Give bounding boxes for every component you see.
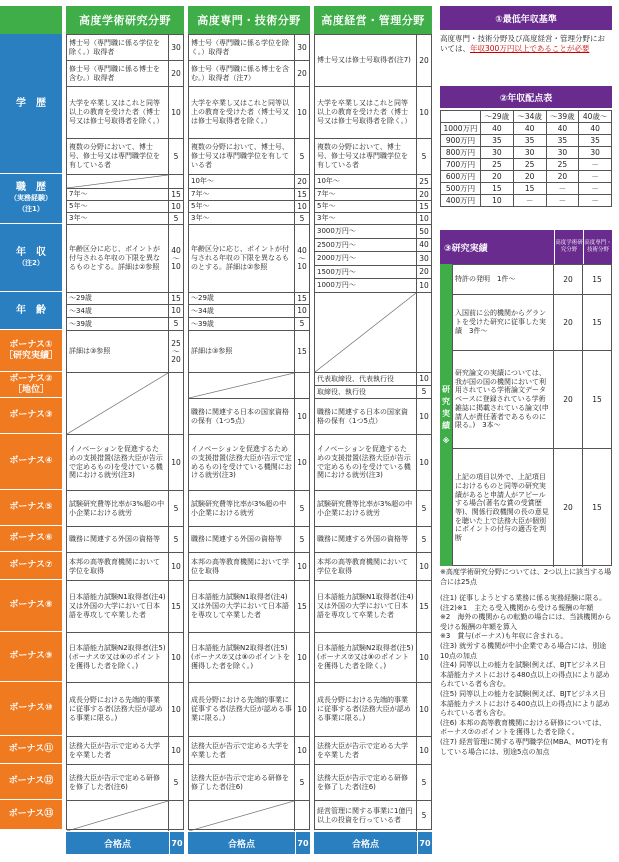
table-row: イノベーションを促進するための支援措置(法務大臣が告示で定めるもの)を受けている機関における就労(注3) 10 <box>67 435 183 491</box>
table-row: 職務に関連する外国の資格等 5 <box>67 527 183 553</box>
table-header-row: ～29歳 ～34歳 ～39歳 40歳～ <box>441 111 612 123</box>
research-col-academic: 高度学術研究分野 <box>554 230 583 264</box>
table-row: 7年～ 15 <box>189 189 309 201</box>
research-side-label: 研究実績 ※ <box>440 264 452 566</box>
table-row: 日本語能力試験N1取得者(注4)又は外国の大学において日本語を専攻して卒業した者 15 <box>67 581 183 633</box>
table-row-empty <box>189 373 309 399</box>
table-row: 経営管理に関する事業に1億円以上の投資を行っている者 5 <box>315 801 431 831</box>
notes-block <box>440 594 612 856</box>
table-row: 3年～ 5 <box>67 213 183 225</box>
research-table <box>452 264 612 566</box>
category-bonus9: ボーナス⑨ <box>0 632 62 682</box>
category-work-experience: 職 歴 （実務経験） （注1） <box>0 174 62 224</box>
table-row: 博士号又は修士号取得者(注7) 20 <box>315 35 431 87</box>
note-item: (注2)※1 主たる受入機関から受ける報酬の年額 <box>440 603 594 612</box>
table-row: 博士号（専門職に係る学位を除く。）取得者 30 <box>189 35 309 61</box>
table-row: 400万円 10 － － － <box>441 195 612 207</box>
table-row: 日本語能力試験N1取得者(注4)又は外国の大学において日本語を専攻して卒業した者 15 <box>189 581 309 633</box>
table-row-empty <box>67 801 183 831</box>
table-row: 2500万円～ 40 <box>315 239 431 252</box>
research-col-specialized: 高度専門・技術分野 <box>583 230 612 264</box>
table-row: 1500万円～ 20 <box>315 266 431 279</box>
table-row: 修士号（専門職に係る博士を含む。）取得者（注7） 20 <box>189 61 309 87</box>
note-item: (注3) 就労する機関が中小企業である場合には、別途10点の加点 <box>440 641 607 660</box>
table-row: ～29歳 15 <box>67 293 183 305</box>
table-row: 特許の発明 1件～ 20 15 <box>453 265 611 295</box>
note-item: (注4) 同等以上の能力を試験(例えば、BJTビジネス日本語能力テストにおける480点以上の得点)により認められている者も含む。 <box>440 661 610 689</box>
panel-research-header <box>440 230 612 264</box>
table-row: 本邦の高等教育機関において学位を取得 10 <box>189 553 309 581</box>
category-bonus12: ボーナス⑫ <box>0 764 62 800</box>
note-item: (注1) 従事しようとする業務に係る実務経験に限る。 <box>440 594 607 602</box>
panel-minimum-income-title: ①最低年収基準 <box>440 6 612 30</box>
table-row: 3年～ 5 <box>189 213 309 225</box>
category-bonus10: ボーナス⑩ <box>0 682 62 736</box>
table-row: 複数の分野において、博士号、修士号又は専門職学位を有している者 5 <box>189 139 309 175</box>
table-row: 年齢区分に応じ、ポイントが付与される年収の下限を異なるものとする。詳細は②参照 40 〜 10 <box>189 225 309 293</box>
table-row: 3000万円～ 50 <box>315 225 431 239</box>
table-row: 代表取締役、代表執行役 10 <box>315 373 431 386</box>
table-row: 上記の項目以外で、上記項目におけるものと同等の研究実績があると申請人がアピールする場合(著名な賞の受賞歴等)、関係行政機関の長の意見を聴いた上で法務大臣が個別にポイントの付与の適否を判断 20 15 <box>453 449 611 567</box>
table-row: 500万円 15 15 － － <box>441 183 612 195</box>
table-row: 博士号（専門職に係る学位を除く。）取得者 30 <box>67 35 183 61</box>
category-bonus13: ボーナス⑬ <box>0 800 62 830</box>
table-row: 日本語能力試験N2取得者(注5)(ボーナス⑦又は⑧のポイントを獲得した者を除く。) 10 <box>189 633 309 683</box>
table-row: ～39歳 5 <box>189 318 309 331</box>
table-row: 本邦の高等教育機関において学位を取得 10 <box>67 553 183 581</box>
table-row: 研究論文の実績については、我が国の国の機関において利用されている学術論文データベースに登録されている学術雑誌に掲載されている論文(申請人が責任著者であるものに限る。) 3本～ 20 15 <box>453 351 611 449</box>
table-row: 大学を卒業し又はこれと同等以上の教育を受けた者（博士号又は修士号取得者を除く。） 10 <box>189 87 309 139</box>
table-row: 大学を卒業し又はこれと同等以上の教育を受けた者（博士号又は修士号取得者を除く。） 10 <box>67 87 183 139</box>
table-row: 5年～ 10 <box>189 201 309 213</box>
table-row: 600万円 20 20 20 － <box>441 171 612 183</box>
category-education: 学 歴 <box>0 34 62 174</box>
table-row: 1000万円～ 10 <box>315 279 431 293</box>
table-row: 法務大臣が告示で定める大学を卒業した者 10 <box>315 737 431 765</box>
table-row: 試験研究費等比率が3%超の中小企業における就労 5 <box>67 491 183 527</box>
table-row: ～34歳 10 <box>189 305 309 318</box>
table-row: 法務大臣が告示で定める研修を修了した者(注6) 5 <box>189 765 309 801</box>
table-row: 修士号（専門職に係る博士を含む。）取得者 20 <box>67 61 183 87</box>
table-row: 法務大臣が告示で定める研修を修了した者(注6) 5 <box>315 765 431 801</box>
category-bonus2: ボーナス② ［地位］ <box>0 372 62 398</box>
table-row: ～39歳 5 <box>67 318 183 331</box>
table-row: 7年～ 15 <box>67 189 183 201</box>
total-bar-management: 合格点 70 <box>314 832 432 854</box>
note-item: (注5) 同等以上の能力を試験(例えば、BJTビジネス日本語能力テストにおける400点以上の得点)により認められている者も含む。 <box>440 689 610 718</box>
total-bar-academic: 合格点 70 <box>66 832 184 854</box>
category-bonus5: ボーナス⑤ <box>0 490 62 526</box>
research-footnote: ※高度学術研究分野については、2つ以上に該当する場合には25点 <box>440 568 612 586</box>
table-row: 700万円 25 25 25 － <box>441 159 612 171</box>
income-score-table <box>440 110 612 207</box>
table-row: 7年～ 20 <box>315 189 431 201</box>
header-left-block <box>0 6 62 34</box>
panel-research-title: ③研究実績 <box>444 243 488 254</box>
table-row: 複数の分野において、博士号、修士号又は専門職学位を有している者 5 <box>67 139 183 175</box>
column-academic-research <box>66 34 184 830</box>
category-bonus1: ボーナス① ［研究実績］ <box>0 330 62 372</box>
table-row: 詳細は③参照 15 <box>189 331 309 373</box>
category-annual-income: 年 収 （注2） <box>0 224 62 292</box>
table-row-empty <box>189 801 309 831</box>
table-row: 試験研究費等比率が3%超の中小企業における就労 5 <box>315 491 431 527</box>
table-row: 職務に関連する外国の資格等 5 <box>315 527 431 553</box>
table-row: 年齢区分に応じ、ポイントが付与される年収の下限を異なるものとする。詳細は②参照 40 〜 10 <box>67 225 183 293</box>
category-bonus8: ボーナス⑧ <box>0 580 62 632</box>
column-advanced-specialized <box>188 34 310 830</box>
table-row: ～29歳 15 <box>189 293 309 305</box>
category-bonus7: ボーナス⑦ <box>0 552 62 580</box>
table-row: 日本語能力試験N2取得者(注5)(ボーナス⑦又は⑧のポイントを獲得した者を除く。) 10 <box>67 633 183 683</box>
table-row: 5年～ 10 <box>67 201 183 213</box>
table-row-empty <box>67 175 183 189</box>
table-row: 1000万円 40 40 40 40 <box>441 123 612 135</box>
table-row: 成長分野における先端的事業に従事する者(法務大臣が認める事業に限る。) 10 <box>67 683 183 737</box>
table-row: 10年～ 20 <box>189 175 309 189</box>
table-row: 法務大臣が告示で定める研修を修了した者(注6) 5 <box>67 765 183 801</box>
table-row: 2000万円～ 30 <box>315 252 431 266</box>
table-row: 試験研究費等比率が3%超の中小企業における就労 5 <box>189 491 309 527</box>
note-item: (注7) 経営管理に関する専門職学位(MBA、MOT)を有している場合には、別途5点の加点 <box>440 737 609 756</box>
panel-income-score-title: ②年収配点表 <box>440 86 612 108</box>
header-academic-research: 高度学術研究分野 <box>66 6 184 34</box>
table-row-empty <box>315 293 431 373</box>
table-row: 900万円 35 35 35 35 <box>441 135 612 147</box>
table-row: イノベーションを促進するための支援措置(法務大臣が告示で定めるもの)を受けている機関における就労(注3) 10 <box>189 435 309 491</box>
table-row: 成長分野における先端的事業に従事する者(法務大臣が認める事業に限る。) 10 <box>315 683 431 737</box>
table-row: 3年～ 10 <box>315 213 431 225</box>
table-row: 法務大臣が告示で定める大学を卒業した者 10 <box>189 737 309 765</box>
table-row: 職務に関連する日本の国家資格の保有（1つ5点） 10 <box>189 399 309 435</box>
table-row: 職務に関連する外国の資格等 5 <box>189 527 309 553</box>
category-bonus4: ボーナス④ <box>0 434 62 490</box>
panel-minimum-income-body: 高度専門・技術分野及び高度経営・管理分野においては、年収300万円以上であることが必要 <box>440 34 605 53</box>
note-item: ※3 賞与(ボーナス)も年収に含まれる。 <box>440 632 568 641</box>
table-row: 複数の分野において、博士号、修士号又は専門職学位を有している者 5 <box>315 139 431 175</box>
table-row: 職務に関連する日本の国家資格の保有（1つ5点） 10 <box>315 399 431 435</box>
table-row: 5年～ 15 <box>315 201 431 213</box>
table-row: 成長分野における先端的事業に従事する者(法務大臣が認める事業に限る。) 10 <box>189 683 309 737</box>
table-row: 大学を卒業し又はこれと同等以上の教育を受けた者（博士号又は修士号取得者を除く。） 10 <box>315 87 431 139</box>
table-row: イノベーションを促進するための支援措置(法務大臣が告示で定めるもの)を受けている機関における就労(注3) 10 <box>315 435 431 491</box>
note-item: (注6) 本邦の高等教育機関における研修については、ボーナス⑦のポイントを獲得した者を除く。 <box>440 718 606 737</box>
table-row: 800万円 30 30 30 30 <box>441 147 612 159</box>
table-row: 日本語能力試験N1取得者(注4)又は外国の大学において日本語を専攻して卒業した者 15 <box>315 581 431 633</box>
category-bonus3: ボーナス③ <box>0 398 62 434</box>
note-item: ※2 海外の機関からの転勤の場合には、当該機関から受ける報酬の年額を算入 <box>440 613 612 631</box>
table-row-empty <box>67 373 183 435</box>
column-advanced-management <box>314 34 432 830</box>
category-bonus6: ボーナス⑥ <box>0 526 62 552</box>
table-row: 取締役、執行役 5 <box>315 386 431 399</box>
table-row: 詳細は③参照 25 〜 20 <box>67 331 183 373</box>
header-advanced-specialized: 高度専門・技術分野 <box>188 6 310 34</box>
table-row: 日本語能力試験N2取得者(注5)(ボーナス⑦又は⑧のポイントを獲得した者を除く。) 10 <box>315 633 431 683</box>
table-row: 本邦の高等教育機関において学位を取得 10 <box>315 553 431 581</box>
table-row: 法務大臣が告示で定める大学を卒業した者 10 <box>67 737 183 765</box>
total-bar-specialized: 合格点 70 <box>188 832 310 854</box>
table-row: ～34歳 10 <box>67 305 183 318</box>
table-row: 入国前に公的機関からグラントを受けた研究に従事した実績 3件～ 20 15 <box>453 295 611 351</box>
category-bonus11: ボーナス⑪ <box>0 736 62 764</box>
category-age: 年 齢 <box>0 292 62 330</box>
table-row: 10年～ 25 <box>315 175 431 189</box>
header-advanced-management: 高度経営・管理分野 <box>314 6 432 34</box>
